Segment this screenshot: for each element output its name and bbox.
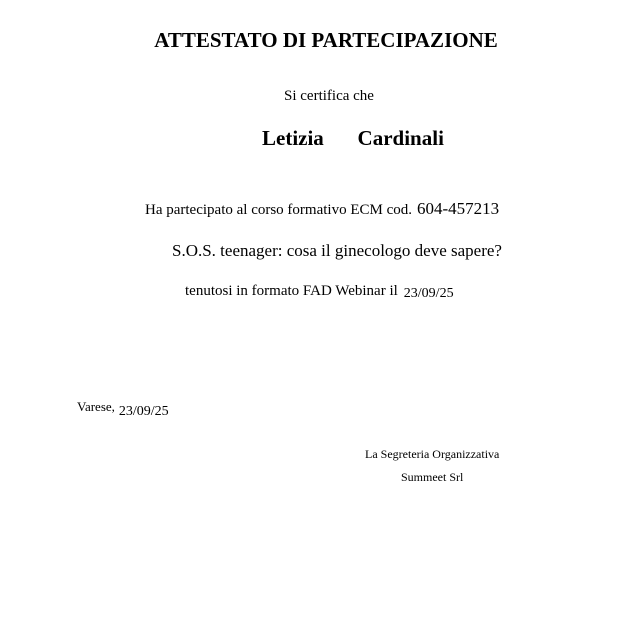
held-statement [185, 284, 454, 299]
place-and-date [77, 399, 169, 419]
company-name: Summeet Srl [401, 470, 464, 484]
held-text: tenutosi in formato FAD Webinar il [185, 283, 398, 299]
participation-statement [145, 200, 499, 218]
participant-name: Letizia Cardinali [262, 126, 444, 150]
held-date: 23/09/25 [403, 286, 454, 301]
certificate-title: ATTESTATO DI PARTECIPAZIONE [154, 28, 498, 52]
issue-date: 23/09/25 [118, 404, 169, 419]
course-code: 604-457213 [417, 199, 500, 218]
place-label: Varese, [77, 399, 115, 414]
signatory: La Segreteria Organizzativa [365, 447, 500, 461]
participated-text: Ha partecipato al corso formativo ECM cod. [145, 202, 412, 218]
certifies-text: Si certifica che [284, 88, 374, 104]
course-title: S.O.S. teenager: cosa il ginecologo deve sapere? [172, 241, 502, 260]
